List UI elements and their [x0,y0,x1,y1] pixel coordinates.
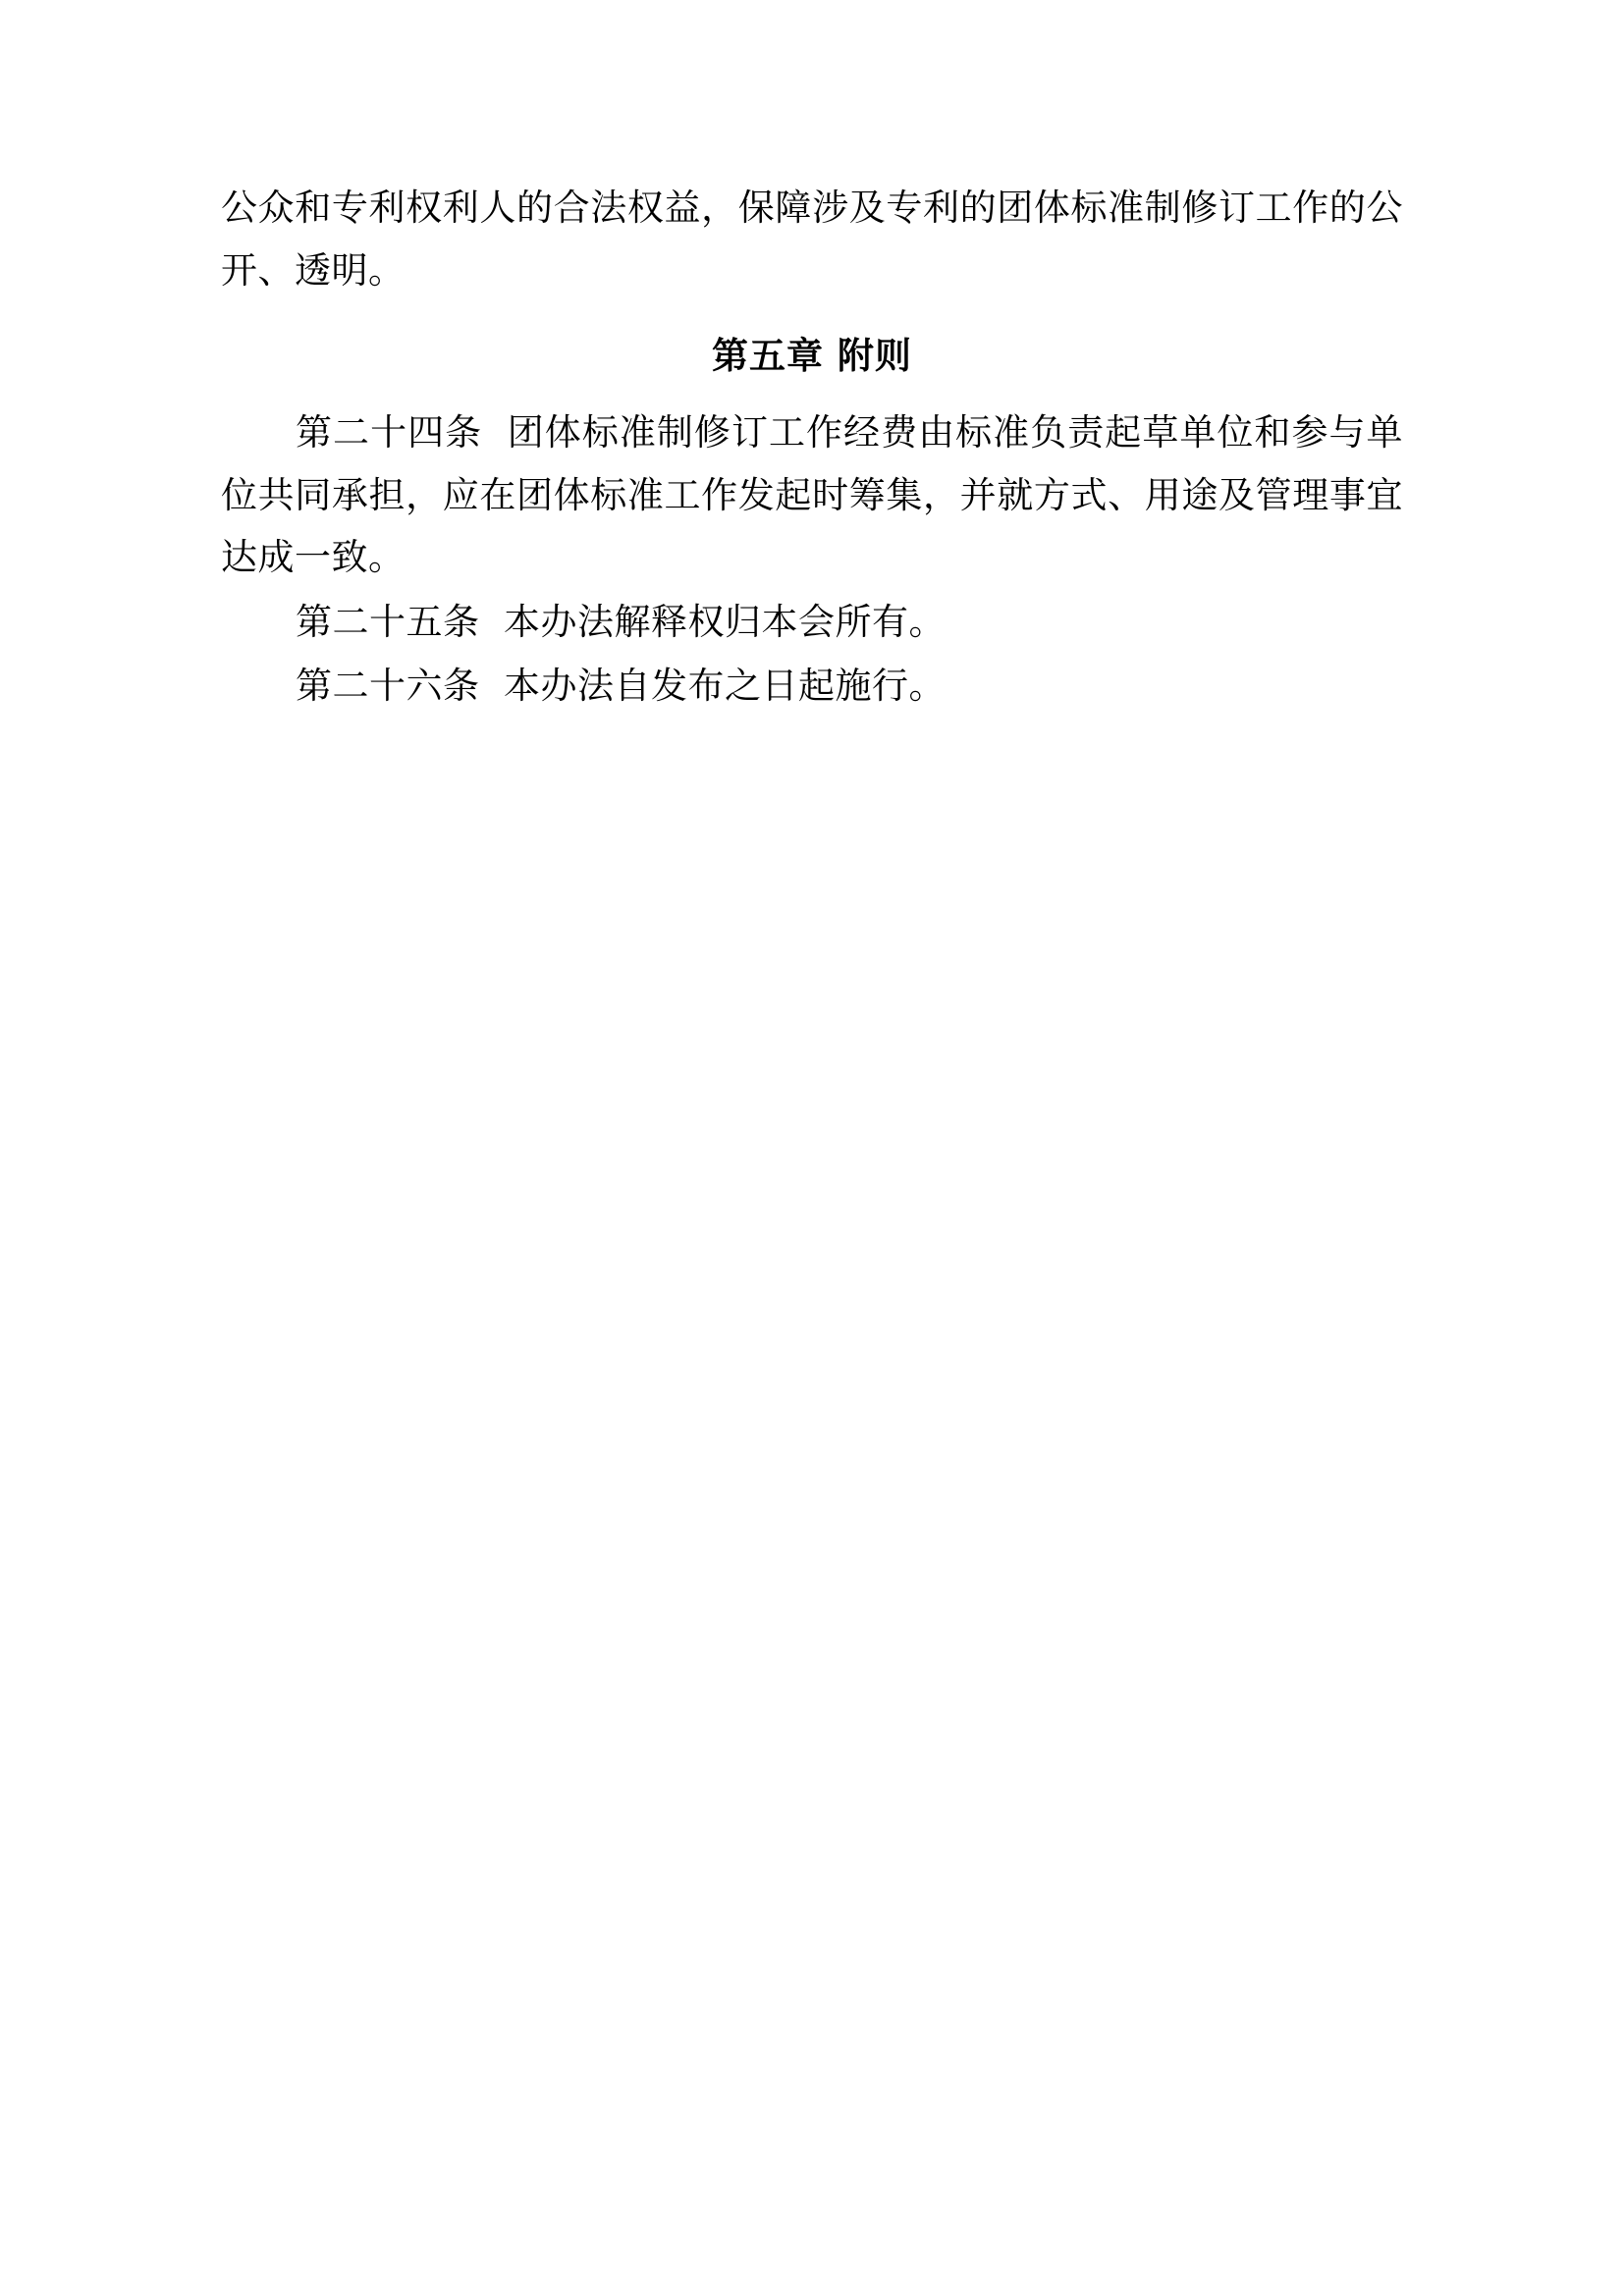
article-spacing [482,411,508,454]
article-spacing [480,665,505,707]
continued-paragraph: 公众和专利权利人的合法权益，保障涉及专利的团体标准制修订工作的公开、透明。 [221,187,1403,292]
article-text: 本办法自发布之日起施行。 [504,665,947,708]
article-text: 本办法解释权归本会所有。 [504,600,947,643]
chapter-heading: 第五章 附则 [712,335,912,378]
article-item [221,655,1403,718]
article-item [221,401,1403,589]
article-label: 第二十五条 [296,600,480,643]
article-label: 第二十四条 [296,410,483,454]
page-content [221,177,1403,718]
article-label: 第二十六条 [296,665,480,708]
article-item [221,591,1403,654]
article-text: 团体标准制修订工作经费由标准负责起草单位和参与单位共同承担，应在团体标准工作发起时筹集，并就方式、用途及管理事宜达成一致。 [221,410,1404,579]
article-spacing [480,601,505,643]
heading-spacer [221,303,1403,309]
